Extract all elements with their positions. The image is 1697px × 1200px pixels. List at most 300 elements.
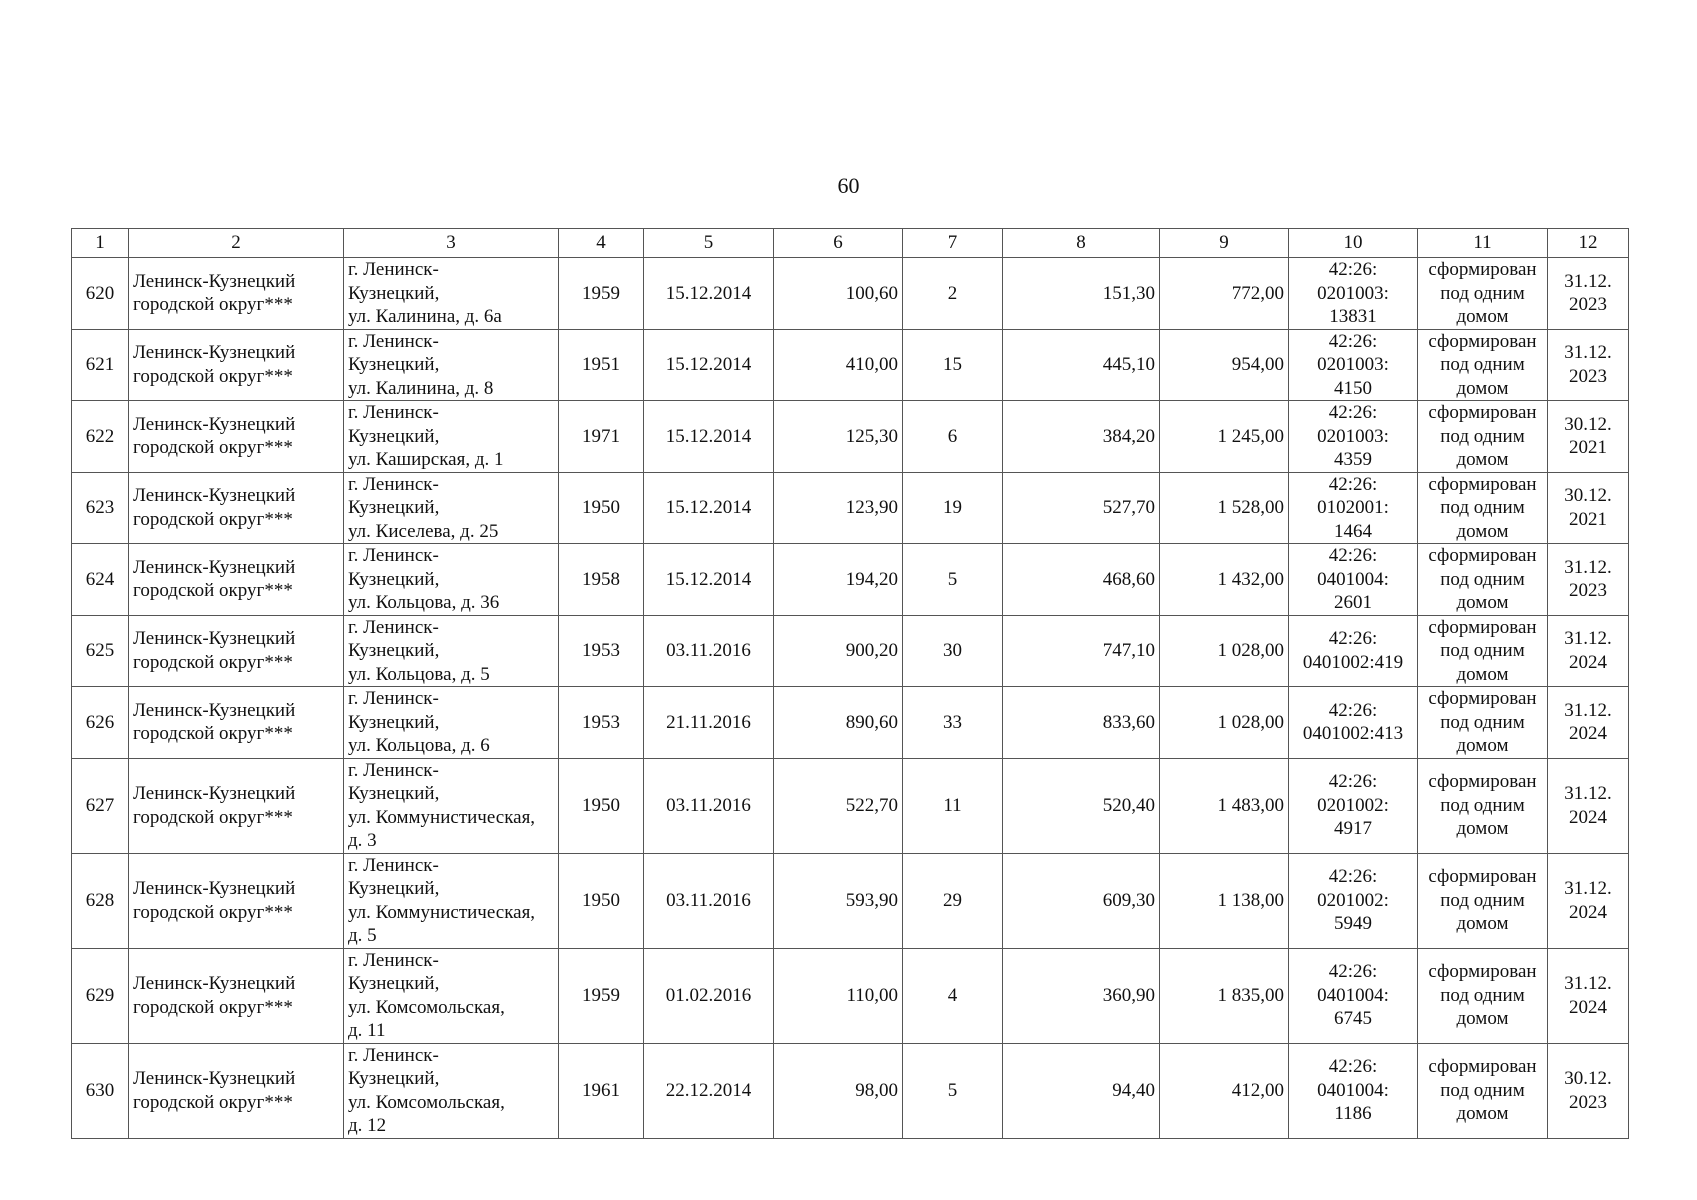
cadastral-number-cell-line: 42:26: <box>1328 699 1378 721</box>
land-status-cell <box>1418 615 1548 687</box>
address-cell-line: ул. Коммунистическая, <box>348 901 536 923</box>
address-cell <box>344 615 559 687</box>
land-area-cell: 954,00 <box>1160 329 1289 401</box>
municipality-cell-line: Ленинск-Кузнецкий <box>133 973 296 994</box>
municipality-cell-line: городской округ*** <box>133 365 293 387</box>
column-header: 6 <box>774 229 903 258</box>
municipality-cell-line: городской округ*** <box>133 996 293 1018</box>
address-cell-line: Кузнецкий, <box>348 783 440 804</box>
recognition-date-cell: 15.12.2014 <box>644 401 774 473</box>
cadastral-number-cell-line: 42:26: <box>1328 473 1378 495</box>
address-cell-line: Кузнецкий, <box>348 878 440 899</box>
municipality-cell <box>129 472 344 544</box>
land-status-cell-line: домом <box>1456 306 1509 327</box>
column-header: 10 <box>1289 229 1418 258</box>
build-year-cell: 1961 <box>559 1043 644 1138</box>
deadline-cell-line: 2023 <box>1569 1091 1607 1113</box>
land-status-cell <box>1418 853 1548 948</box>
address-cell-line: г. Ленинск- <box>348 402 439 423</box>
column-header: 3 <box>344 229 559 258</box>
column-header: 11 <box>1418 229 1548 258</box>
cadastral-number-cell-line: 0201003: <box>1317 282 1389 304</box>
deadline-cell-line: 2024 <box>1569 996 1607 1018</box>
address-cell-line: Кузнецкий, <box>348 711 440 733</box>
address-cell-line: Кузнецкий, <box>348 973 440 994</box>
cadastral-number-cell <box>1289 258 1418 330</box>
deadline-cell-line: 31.12. <box>1564 270 1612 292</box>
cadastral-number-cell-line: 4917 <box>1334 818 1372 840</box>
page-number: 60 <box>837 173 860 198</box>
cadastral-number-cell-line: 0401004: <box>1317 568 1389 590</box>
land-status-cell-line: под одним <box>1440 425 1525 447</box>
deadline-cell-line: 31.12. <box>1564 556 1612 578</box>
area-cell: 110,00 <box>774 948 903 1043</box>
address-cell <box>344 853 559 948</box>
table-row <box>72 615 1629 687</box>
recognition-date-cell: 03.11.2016 <box>644 615 774 687</box>
living-area-cell: 151,30 <box>1003 258 1160 330</box>
land-status-cell-line: сформирован <box>1428 259 1537 280</box>
cadastral-number-cell-line: 0401002:413 <box>1302 723 1404 745</box>
address-cell-line: Кузнецкий, <box>348 640 440 661</box>
land-status-cell-line: домом <box>1456 592 1509 613</box>
address-cell-line: г. Ленинск- <box>348 1044 439 1066</box>
deadline-cell <box>1548 1043 1629 1138</box>
address-cell-line: ул. Коммунистическая, <box>348 806 536 828</box>
recognition-date-cell: 15.12.2014 <box>644 329 774 401</box>
municipality-cell-line: Ленинск-Кузнецкий <box>133 556 296 578</box>
address-cell-line: ул. Каширская, д. 1 <box>348 449 504 470</box>
land-status-cell-line: под одним <box>1440 282 1525 304</box>
municipality-cell <box>129 948 344 1043</box>
row-number-cell: 628 <box>72 853 129 948</box>
cadastral-number-cell-line: 0201003: <box>1317 425 1389 447</box>
build-year-cell: 1959 <box>559 948 644 1043</box>
living-area-cell: 94,40 <box>1003 1043 1160 1138</box>
deadline-cell <box>1548 329 1629 401</box>
address-cell-line: ул. Кольцова, д. 5 <box>348 663 490 685</box>
land-status-cell-line: сформирован <box>1428 961 1537 983</box>
recognition-date-cell: 03.11.2016 <box>644 758 774 853</box>
address-cell-line: ул. Кольцова, д. 6 <box>348 735 490 756</box>
municipality-cell-line: Ленинск-Кузнецкий <box>133 1068 296 1089</box>
deadline-cell <box>1548 853 1629 948</box>
address-cell-line: г. Ленинск- <box>348 759 439 781</box>
municipality-cell <box>129 687 344 759</box>
build-year-cell: 1959 <box>559 258 644 330</box>
land-status-cell-line: домом <box>1456 449 1509 470</box>
address-cell-line: д. 11 <box>348 1020 386 1041</box>
cadastral-number-cell-line: 0401002:419 <box>1302 651 1404 673</box>
living-area-cell: 445,10 <box>1003 329 1160 401</box>
land-status-cell <box>1418 401 1548 473</box>
municipality-cell-line: городской округ*** <box>133 508 293 530</box>
row-number-cell: 622 <box>72 401 129 473</box>
table-row <box>72 758 1629 853</box>
land-area-cell: 1 028,00 <box>1160 687 1289 759</box>
area-cell: 123,90 <box>774 472 903 544</box>
residents-cell: 19 <box>903 472 1003 544</box>
address-cell-line: д. 12 <box>348 1115 387 1136</box>
area-cell: 125,30 <box>774 401 903 473</box>
cadastral-number-cell-line: 42:26: <box>1328 628 1378 650</box>
area-cell: 410,00 <box>774 329 903 401</box>
land-status-cell <box>1418 948 1548 1043</box>
cadastral-number-cell <box>1289 615 1418 687</box>
land-status-cell-line: домом <box>1456 520 1509 542</box>
municipality-cell-line: Ленинск-Кузнецкий <box>133 628 296 650</box>
recognition-date-cell: 21.11.2016 <box>644 687 774 759</box>
cadastral-number-cell <box>1289 687 1418 759</box>
deadline-cell-line: 30.12. <box>1564 1068 1612 1089</box>
living-area-cell: 527,70 <box>1003 472 1160 544</box>
area-cell: 890,60 <box>774 687 903 759</box>
table-row <box>72 1043 1629 1138</box>
address-cell <box>344 401 559 473</box>
land-status-cell-line: под одним <box>1440 711 1525 733</box>
deadline-cell-line: 2024 <box>1569 806 1607 828</box>
row-number-cell: 621 <box>72 329 129 401</box>
municipality-cell-line: Ленинск-Кузнецкий <box>133 699 296 721</box>
cadastral-number-cell-line: 1186 <box>1334 1103 1372 1125</box>
land-status-cell-line: домом <box>1456 913 1509 935</box>
table-row <box>72 687 1629 759</box>
address-cell-line: Кузнецкий, <box>348 425 440 447</box>
land-status-cell-line: сформирован <box>1428 1056 1537 1078</box>
column-header: 4 <box>559 229 644 258</box>
land-status-cell-line: домом <box>1456 663 1509 685</box>
address-cell-line: г. Ленинск- <box>348 259 439 280</box>
cadastral-number-cell <box>1289 401 1418 473</box>
cadastral-number-cell-line: 42:26: <box>1328 402 1378 423</box>
land-area-cell: 1 432,00 <box>1160 544 1289 616</box>
land-status-cell <box>1418 472 1548 544</box>
residents-cell: 6 <box>903 401 1003 473</box>
land-status-cell <box>1418 544 1548 616</box>
column-header: 8 <box>1003 229 1160 258</box>
address-cell-line: г. Ленинск- <box>348 949 439 971</box>
land-status-cell-line: сформирован <box>1428 771 1537 793</box>
residents-cell: 5 <box>903 544 1003 616</box>
table-row <box>72 401 1629 473</box>
deadline-cell-line: 2021 <box>1569 437 1607 459</box>
cadastral-number-cell-line: 42:26: <box>1328 961 1378 983</box>
row-number-cell: 626 <box>72 687 129 759</box>
deadline-cell <box>1548 544 1629 616</box>
municipality-cell-line: городской округ*** <box>133 651 293 673</box>
municipality-cell-line: Ленинск-Кузнецкий <box>133 270 296 292</box>
cadastral-number-cell-line: 0102001: <box>1317 497 1389 518</box>
column-header: 1 <box>72 229 129 258</box>
municipality-cell-line: городской округ*** <box>133 1091 293 1113</box>
land-status-cell <box>1418 687 1548 759</box>
deadline-cell-line: 31.12. <box>1564 628 1612 650</box>
address-cell-line: г. Ленинск- <box>348 688 439 709</box>
table-row <box>72 853 1629 948</box>
deadline-cell <box>1548 758 1629 853</box>
land-status-cell-line: под одним <box>1440 640 1525 661</box>
land-status-cell-line: сформирован <box>1428 473 1537 495</box>
recognition-date-cell: 22.12.2014 <box>644 1043 774 1138</box>
land-status-cell-line: под одним <box>1440 568 1525 590</box>
table-row <box>72 329 1629 401</box>
deadline-cell-line: 2023 <box>1569 580 1607 602</box>
residents-cell: 30 <box>903 615 1003 687</box>
cadastral-number-cell <box>1289 758 1418 853</box>
build-year-cell: 1950 <box>559 758 644 853</box>
land-status-cell-line: сформирован <box>1428 616 1537 638</box>
municipality-cell-line: Ленинск-Кузнецкий <box>133 342 296 364</box>
municipality-cell-line: Ленинск-Кузнецкий <box>133 783 296 804</box>
deadline-cell-line: 31.12. <box>1564 342 1612 364</box>
column-header: 5 <box>644 229 774 258</box>
municipality-cell <box>129 544 344 616</box>
residents-cell: 29 <box>903 853 1003 948</box>
deadline-cell-line: 2024 <box>1569 901 1607 923</box>
land-status-cell-line: домом <box>1456 1103 1509 1125</box>
land-status-cell-line: сформирован <box>1428 866 1537 888</box>
address-cell-line: г. Ленинск- <box>348 545 439 566</box>
cadastral-number-cell-line: 6745 <box>1334 1008 1372 1030</box>
land-area-cell: 1 483,00 <box>1160 758 1289 853</box>
address-cell-line: ул. Кольцова, д. 36 <box>348 592 500 613</box>
land-area-cell: 412,00 <box>1160 1043 1289 1138</box>
area-cell: 593,90 <box>774 853 903 948</box>
recognition-date-cell: 01.02.2016 <box>644 948 774 1043</box>
deadline-cell-line: 2021 <box>1569 508 1607 530</box>
cadastral-number-cell-line: 42:26: <box>1328 866 1378 888</box>
land-status-cell <box>1418 258 1548 330</box>
deadline-cell-line: 30.12. <box>1564 485 1612 507</box>
recognition-date-cell: 15.12.2014 <box>644 258 774 330</box>
residents-cell: 11 <box>903 758 1003 853</box>
deadline-cell <box>1548 401 1629 473</box>
cadastral-number-cell-line: 1464 <box>1334 520 1372 542</box>
cadastral-number-cell-line: 0401004: <box>1317 1079 1389 1101</box>
cadastral-number-cell-line: 42:26: <box>1328 1056 1378 1078</box>
living-area-cell: 468,60 <box>1003 544 1160 616</box>
land-status-cell-line: домом <box>1456 377 1509 399</box>
deadline-cell-line: 2024 <box>1569 723 1607 745</box>
area-cell: 900,20 <box>774 615 903 687</box>
build-year-cell: 1953 <box>559 687 644 759</box>
land-status-cell-line: домом <box>1456 735 1509 756</box>
deadline-cell <box>1548 258 1629 330</box>
municipality-cell-line: городской округ*** <box>133 806 293 828</box>
address-cell-line: г. Ленинск- <box>348 473 439 495</box>
area-cell: 98,00 <box>774 1043 903 1138</box>
municipality-cell-line: городской округ*** <box>133 580 293 602</box>
table-body <box>72 258 1629 1139</box>
address-cell-line: ул. Калинина, д. 8 <box>348 377 494 399</box>
column-header: 9 <box>1160 229 1289 258</box>
address-cell-line: Кузнецкий, <box>348 282 440 304</box>
recognition-date-cell: 03.11.2016 <box>644 853 774 948</box>
address-cell <box>344 544 559 616</box>
build-year-cell: 1958 <box>559 544 644 616</box>
address-cell-line: г. Ленинск- <box>348 330 439 352</box>
deadline-cell-line: 2023 <box>1569 365 1607 387</box>
cadastral-number-cell-line: 0201002: <box>1317 889 1389 911</box>
municipality-cell-line: городской округ*** <box>133 437 293 459</box>
deadline-cell-line: 31.12. <box>1564 783 1612 804</box>
build-year-cell: 1951 <box>559 329 644 401</box>
address-cell <box>344 948 559 1043</box>
address-cell-line: д. 3 <box>348 830 377 851</box>
cadastral-number-cell <box>1289 948 1418 1043</box>
land-status-cell-line: сформирован <box>1428 330 1537 352</box>
municipality-cell <box>129 401 344 473</box>
municipality-cell-line: Ленинск-Кузнецкий <box>133 413 296 435</box>
build-year-cell: 1950 <box>559 853 644 948</box>
municipality-cell <box>129 758 344 853</box>
municipality-cell-line: Ленинск-Кузнецкий <box>133 878 296 899</box>
cadastral-number-cell-line: 0401004: <box>1317 984 1389 1006</box>
land-status-cell-line: под одним <box>1440 984 1525 1006</box>
land-area-cell: 1 245,00 <box>1160 401 1289 473</box>
living-area-cell: 520,40 <box>1003 758 1160 853</box>
land-status-cell <box>1418 1043 1548 1138</box>
cadastral-number-cell-line: 0201003: <box>1317 354 1389 375</box>
address-cell-line: Кузнецкий, <box>348 568 440 590</box>
municipality-cell <box>129 615 344 687</box>
land-status-cell-line: под одним <box>1440 354 1525 375</box>
row-number-cell: 620 <box>72 258 129 330</box>
cadastral-number-cell-line: 42:26: <box>1328 771 1378 793</box>
residents-cell: 4 <box>903 948 1003 1043</box>
land-area-cell: 1 835,00 <box>1160 948 1289 1043</box>
address-cell-line: ул. Киселева, д. 25 <box>348 520 499 542</box>
cadastral-number-cell <box>1289 544 1418 616</box>
land-area-cell: 1 028,00 <box>1160 615 1289 687</box>
row-number-cell: 627 <box>72 758 129 853</box>
cadastral-number-cell-line: 13831 <box>1329 306 1377 327</box>
row-number-cell: 629 <box>72 948 129 1043</box>
land-status-cell <box>1418 758 1548 853</box>
land-status-cell-line: сформирован <box>1428 402 1537 423</box>
cadastral-number-cell <box>1289 853 1418 948</box>
cadastral-number-cell <box>1289 329 1418 401</box>
address-cell-line: ул. Комсомольская, <box>348 1091 505 1113</box>
deadline-cell-line: 30.12. <box>1564 413 1612 435</box>
row-number-cell: 630 <box>72 1043 129 1138</box>
cadastral-number-cell-line: 5949 <box>1334 913 1372 935</box>
table-row <box>72 544 1629 616</box>
address-cell-line: г. Ленинск- <box>348 854 439 876</box>
table-row <box>72 948 1629 1043</box>
area-cell: 100,60 <box>774 258 903 330</box>
column-header: 2 <box>129 229 344 258</box>
land-status-cell <box>1418 329 1548 401</box>
cadastral-number-cell <box>1289 1043 1418 1138</box>
deadline-cell-line: 2024 <box>1569 651 1607 673</box>
living-area-cell: 360,90 <box>1003 948 1160 1043</box>
cadastral-number-cell-line: 42:26: <box>1328 259 1378 280</box>
address-cell-line: ул. Комсомольская, <box>348 996 505 1018</box>
municipality-cell <box>129 329 344 401</box>
deadline-cell <box>1548 615 1629 687</box>
address-cell <box>344 687 559 759</box>
residents-cell: 33 <box>903 687 1003 759</box>
address-cell <box>344 329 559 401</box>
living-area-cell: 833,60 <box>1003 687 1160 759</box>
residents-cell: 5 <box>903 1043 1003 1138</box>
build-year-cell: 1971 <box>559 401 644 473</box>
land-area-cell: 772,00 <box>1160 258 1289 330</box>
address-cell-line: Кузнецкий, <box>348 1068 440 1089</box>
build-year-cell: 1950 <box>559 472 644 544</box>
address-cell <box>344 472 559 544</box>
recognition-date-cell: 15.12.2014 <box>644 472 774 544</box>
land-status-cell-line: под одним <box>1440 889 1525 911</box>
cadastral-number-cell-line: 4359 <box>1334 449 1372 470</box>
municipality-cell-line: городской округ*** <box>133 901 293 923</box>
row-number-cell: 624 <box>72 544 129 616</box>
living-area-cell: 384,20 <box>1003 401 1160 473</box>
municipality-cell <box>129 258 344 330</box>
deadline-cell <box>1548 948 1629 1043</box>
recognition-date-cell: 15.12.2014 <box>644 544 774 616</box>
address-cell-line: ул. Калинина, д. 6а <box>348 306 502 327</box>
land-status-cell-line: домом <box>1456 818 1509 840</box>
housing-registry-table <box>71 228 1629 1139</box>
residents-cell: 15 <box>903 329 1003 401</box>
cadastral-number-cell-line: 4150 <box>1334 377 1372 399</box>
deadline-cell-line: 2023 <box>1569 294 1607 316</box>
column-number-row <box>72 229 1629 258</box>
land-status-cell-line: домом <box>1456 1008 1509 1030</box>
municipality-cell-line: Ленинск-Кузнецкий <box>133 485 296 507</box>
land-area-cell: 1 138,00 <box>1160 853 1289 948</box>
deadline-cell-line: 31.12. <box>1564 973 1612 994</box>
cadastral-number-cell-line: 42:26: <box>1328 330 1378 352</box>
row-number-cell: 623 <box>72 472 129 544</box>
deadline-cell <box>1548 687 1629 759</box>
cadastral-number-cell <box>1289 472 1418 544</box>
land-status-cell-line: под одним <box>1440 1079 1525 1101</box>
column-header: 12 <box>1548 229 1629 258</box>
deadline-cell <box>1548 472 1629 544</box>
address-cell <box>344 258 559 330</box>
municipality-cell-line: городской округ*** <box>133 294 293 316</box>
row-number-cell: 625 <box>72 615 129 687</box>
living-area-cell: 609,30 <box>1003 853 1160 948</box>
area-cell: 522,70 <box>774 758 903 853</box>
land-status-cell-line: сформирован <box>1428 688 1537 709</box>
municipality-cell <box>129 853 344 948</box>
build-year-cell: 1953 <box>559 615 644 687</box>
address-cell-line: г. Ленинск- <box>348 616 439 638</box>
table-row <box>72 258 1629 330</box>
living-area-cell: 747,10 <box>1003 615 1160 687</box>
cadastral-number-cell-line: 42:26: <box>1328 545 1378 566</box>
address-cell-line: Кузнецкий, <box>348 497 440 518</box>
land-status-cell-line: под одним <box>1440 794 1525 816</box>
address-cell <box>344 1043 559 1138</box>
address-cell <box>344 758 559 853</box>
cadastral-number-cell-line: 0201002: <box>1317 794 1389 816</box>
column-header: 7 <box>903 229 1003 258</box>
address-cell-line: д. 5 <box>348 925 377 946</box>
deadline-cell-line: 31.12. <box>1564 878 1612 899</box>
land-status-cell-line: сформирован <box>1428 545 1537 566</box>
municipality-cell <box>129 1043 344 1138</box>
cadastral-number-cell-line: 2601 <box>1334 592 1372 613</box>
municipality-cell-line: городской округ*** <box>133 723 293 745</box>
deadline-cell-line: 31.12. <box>1564 699 1612 721</box>
address-cell-line: Кузнецкий, <box>348 354 440 375</box>
table-row <box>72 472 1629 544</box>
